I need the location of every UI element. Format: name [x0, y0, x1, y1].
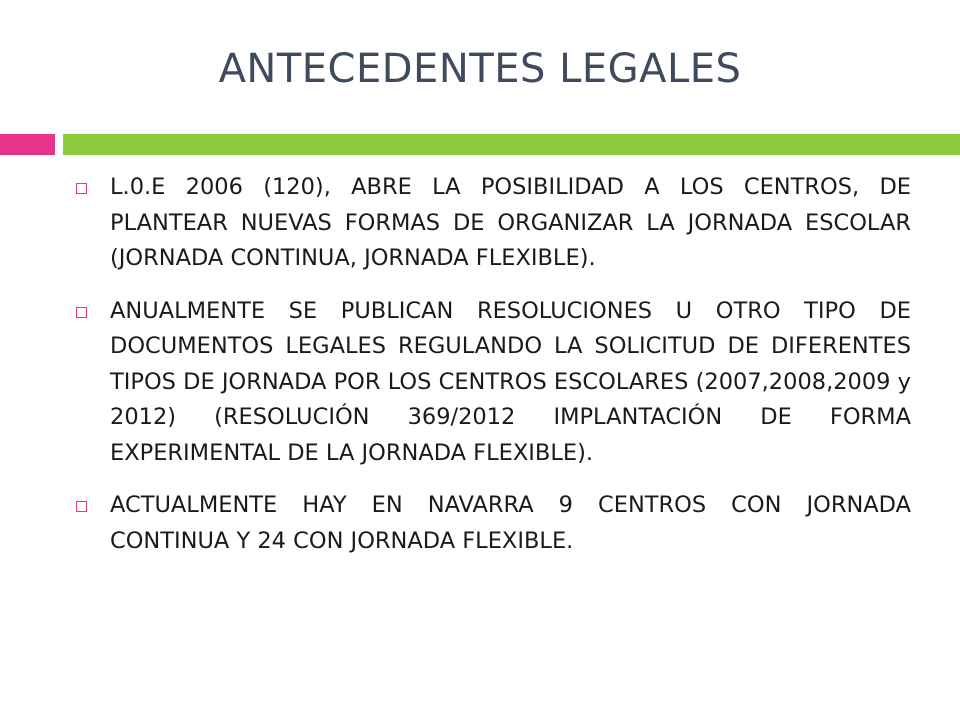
accent-bar-pink	[0, 134, 55, 155]
square-bullet-icon	[76, 501, 87, 512]
accent-bar-green	[63, 134, 960, 155]
bullet-item	[76, 488, 911, 559]
square-bullet-icon	[76, 183, 87, 194]
slide-title: ANTECEDENTES LEGALES	[218, 46, 742, 92]
square-bullet-icon	[76, 307, 87, 318]
bullet-text: L.0.E 2006 (120), ABRE LA POSIBILIDAD A LOS CENTROS, DE PLANTEAR NUEVAS FORMAS DE ORGANIZAR LA JORNADA ESCOLAR (JORNADA CONTINUA, JORNADA FLEXIBLE).	[110, 174, 911, 271]
bullet-list	[76, 170, 911, 576]
bullet-text: ACTUALMENTE HAY EN NAVARRA 9 CENTROS CON JORNADA CONTINUA Y 24 CON JORNADA FLEXIBLE.	[110, 492, 911, 554]
bullet-item	[76, 170, 911, 277]
bullet-item	[76, 294, 911, 472]
bullet-text: ANUALMENTE SE PUBLICAN RESOLUCIONES U OTRO TIPO DE DOCUMENTOS LEGALES REGULANDO LA SOLICITUD DE DIFERENTES TIPOS DE JORNADA POR LOS CENTROS ESCOLARES (2007,2008,2009 y 2012) (RESOLUCIÓN 369/2012 IMPLANTACIÓN DE FORMA EXPERIMENTAL DE LA JORNADA FLEXIBLE).	[110, 297, 911, 466]
